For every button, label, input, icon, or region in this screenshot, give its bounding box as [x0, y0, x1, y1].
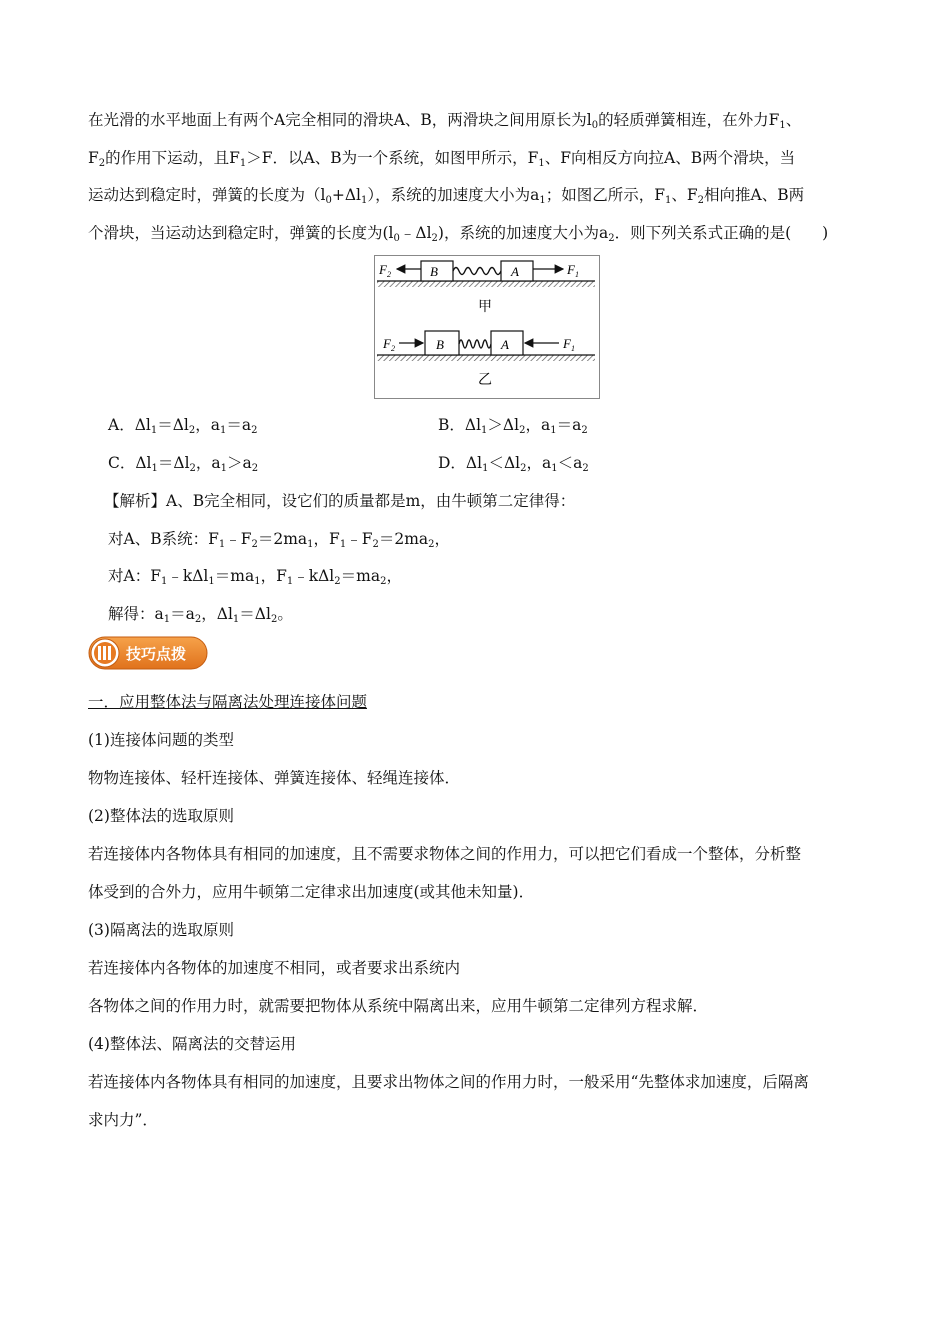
- text: ，a: [195, 454, 221, 472]
- text: 在光滑的水平地面上有两个A完全相同的滑块A、B，两滑块之间用原长为l: [88, 111, 592, 129]
- subscript: 1: [220, 463, 228, 474]
- text: ．则下列关系式正确的是( ): [614, 224, 829, 242]
- tips-p1-title: (1)连接体问题的类型: [88, 731, 234, 749]
- text: )，系统的加速度大小为a: [437, 224, 609, 242]
- subscript: 2: [270, 614, 278, 625]
- text: ，F: [260, 567, 287, 585]
- subscript: 2: [189, 463, 196, 474]
- subscript: 2: [98, 158, 106, 169]
- text: 对A：F: [108, 567, 161, 585]
- subscript: 1: [220, 425, 227, 436]
- subscript: 2: [380, 576, 387, 587]
- subscript: 1: [150, 425, 158, 436]
- subscript: 1: [482, 463, 489, 474]
- subscript: 2: [194, 614, 202, 625]
- text: 、F向相反方向拉A、B两个滑块，当: [544, 149, 796, 167]
- text: ，a: [525, 416, 551, 434]
- tips-badge-label: 技巧点拨: [126, 645, 187, 663]
- label-a-bottom: A: [501, 337, 509, 352]
- subscript: 2: [372, 539, 379, 550]
- tips-p1-text: 物物连接体、轻杆连接体、弹簧连接体、轻绳连接体．: [88, 769, 461, 787]
- subscript: 1: [551, 463, 558, 474]
- text: A．Δl: [108, 416, 151, 434]
- text: F: [88, 149, 99, 167]
- tips-badge: [88, 636, 208, 670]
- subscript: 1: [481, 425, 488, 436]
- problem-line-3: [88, 185, 804, 205]
- tips-p4-title: (4)整体法、隔离法的交替运用: [88, 1035, 296, 1053]
- subscript: 1: [151, 463, 158, 474]
- subscript: 1: [218, 539, 226, 550]
- text: ﹣kΔl: [167, 567, 209, 585]
- text: C．Δl: [108, 454, 152, 472]
- tips-p4-text-b: 求内力”．: [88, 1111, 158, 1129]
- solution-eq-2: [108, 566, 402, 586]
- tips-p2-text-a: 若连接体内各物体具有相同的加速度，且不需要求物体之间的作用力，可以把它们看成一个整体，分析整: [88, 845, 802, 863]
- subscript: 2: [581, 425, 588, 436]
- subscript: 0: [591, 120, 599, 131]
- label-f1-bottom: $F_1$: [563, 336, 575, 353]
- subscript: 1: [160, 576, 168, 587]
- text: ＝2ma: [378, 530, 429, 548]
- label-f2-bottom: $F_2$: [383, 336, 395, 353]
- text: 运动达到稳定时，弹簧的长度为（l: [88, 186, 326, 204]
- text: ＝a: [170, 605, 195, 623]
- text: ＞Δl: [487, 416, 520, 434]
- text: 解得：a: [108, 605, 164, 623]
- subscript: 1: [538, 158, 545, 169]
- subscript: 1: [286, 576, 294, 587]
- physics-figure: [374, 255, 600, 399]
- text: ﹣Δl: [399, 224, 432, 242]
- text: ＝ma: [214, 567, 255, 585]
- solution-intro: 【解析】A、B完全相同，设它们的质量都是m，由牛顿第二定律得：: [104, 492, 576, 510]
- text: +Δl: [331, 186, 361, 204]
- subscript: 2: [251, 463, 259, 474]
- option-c: [108, 453, 258, 473]
- label-b-top: B: [430, 264, 438, 279]
- option-d: [438, 453, 589, 473]
- subscript: 0: [393, 233, 400, 244]
- spring-blocks-diagram: [375, 256, 599, 398]
- tips-heading: 一．应用整体法与隔离法处理连接体问题: [88, 693, 368, 711]
- subscript: 1: [779, 120, 786, 131]
- text: ＜a: [557, 454, 583, 472]
- subscript: 2: [428, 539, 435, 550]
- solution-eq-3: [108, 604, 293, 624]
- subscript: 2: [697, 195, 705, 206]
- ground-bottom: [377, 355, 595, 361]
- text: ，: [434, 530, 451, 548]
- text: 、F: [671, 186, 698, 204]
- label-b-bottom: B: [436, 337, 444, 352]
- text: 对A、B系统：F: [108, 530, 219, 548]
- subscript: 1: [163, 614, 171, 625]
- caption-yi: 乙: [478, 372, 492, 388]
- subscript: 2: [188, 425, 196, 436]
- text: ，a: [195, 416, 221, 434]
- subscript: 1: [550, 425, 557, 436]
- text: ，: [386, 567, 402, 585]
- text: ＞F．以A、B为一个系统，如图甲所示，F: [246, 149, 539, 167]
- subscript: 1: [665, 195, 672, 206]
- text: ﹣F: [346, 530, 373, 548]
- subscript: 2: [251, 539, 258, 550]
- text: 的作用下运动，且F: [105, 149, 240, 167]
- text: ），系统的加速度大小为a: [367, 186, 540, 204]
- text: ＝Δl: [239, 605, 271, 623]
- text: 。: [277, 605, 293, 623]
- text: ＜Δl: [488, 454, 521, 472]
- text: ＝ma: [340, 567, 381, 585]
- tips-p2-text-b: 体受到的合外力，应用牛顿第二定律求出加速度(或其他未知量)．: [88, 883, 535, 901]
- text: ，Δl: [201, 605, 233, 623]
- subscript: 1: [208, 576, 215, 587]
- option-b: [438, 415, 588, 435]
- ground-top: [377, 281, 595, 287]
- text: ＝Δl: [157, 454, 190, 472]
- text: ＝a: [226, 416, 252, 434]
- text: 个滑块，当运动达到稳定时，弹簧的长度为(l: [88, 224, 394, 242]
- subscript: 2: [582, 463, 589, 474]
- text: ＝Δl: [157, 416, 189, 434]
- text: 相向推A、B两: [704, 186, 805, 204]
- label-f1-top: $F_1$: [567, 262, 579, 279]
- text: ＝a: [556, 416, 582, 434]
- subscript: 1: [339, 539, 347, 550]
- option-a: [108, 415, 258, 435]
- text: ﹣F: [225, 530, 252, 548]
- subscript: 0: [325, 195, 332, 206]
- tips-p3-title: (3)隔离法的选取原则: [88, 921, 234, 939]
- subscript: 2: [519, 425, 526, 436]
- books-icon: [98, 646, 111, 660]
- subscript: 2: [608, 233, 615, 244]
- text: ＞a: [227, 454, 252, 472]
- tips-p3-text-a: 若连接体内各物体的加速度不相同，或者要求出系统内: [88, 959, 461, 977]
- text: D．Δl: [438, 454, 483, 472]
- label-f2-top: $F_2$: [379, 262, 391, 279]
- text: ＝2ma: [257, 530, 308, 548]
- text: ；如图乙所示，F: [545, 186, 665, 204]
- subscript: 1: [360, 195, 368, 206]
- spring-top: [453, 268, 501, 275]
- label-a-top: A: [511, 264, 519, 279]
- tips-p2-title: (2)整体法的选取原则: [88, 807, 234, 825]
- problem-line-2: [88, 148, 795, 168]
- problem-line-1: [88, 110, 801, 130]
- text: ，F: [313, 530, 340, 548]
- subscript: 2: [520, 463, 527, 474]
- text: 、: [785, 111, 802, 129]
- text: ，a: [526, 454, 552, 472]
- subscript: 1: [254, 576, 261, 587]
- text: 的轻质弹簧相连，在外力F: [598, 111, 780, 129]
- tips-p4-text-a: 若连接体内各物体具有相同的加速度，且要求出物体之间的作用力时，一般采用“先整体求加速度，后隔离: [88, 1073, 809, 1091]
- subscript: 1: [239, 158, 247, 169]
- solution-eq-1: [108, 529, 450, 549]
- spring-bottom: [459, 340, 491, 348]
- subscript: 1: [539, 195, 546, 206]
- tips-p3-text-b: 各物体之间的作用力时，就需要把物体从系统中隔离出来，应用牛顿第二定律列方程求解．: [88, 997, 709, 1015]
- caption-jia: 甲: [478, 299, 492, 315]
- text: ﹣kΔl: [293, 567, 335, 585]
- problem-line-4: [88, 223, 828, 243]
- subscript: 2: [334, 576, 341, 587]
- text: B．Δl: [438, 416, 482, 434]
- subscript: 2: [251, 425, 258, 436]
- subscript: 2: [431, 233, 438, 244]
- subscript: 1: [307, 539, 314, 550]
- subscript: 1: [232, 614, 240, 625]
